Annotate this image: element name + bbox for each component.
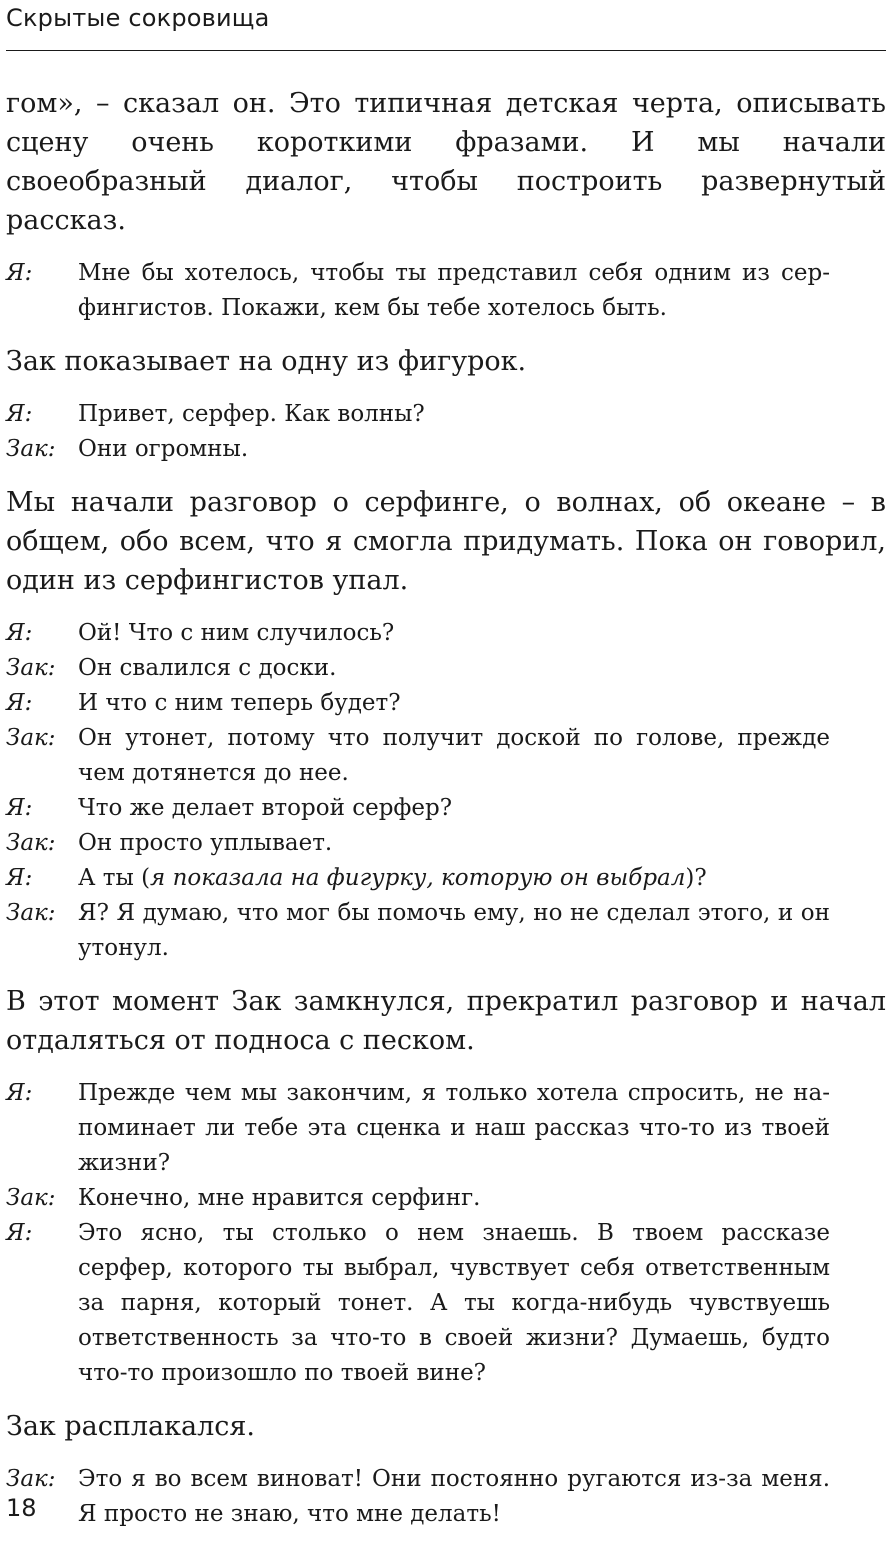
dialogue-line (6, 432, 886, 467)
dialogue-line (6, 616, 886, 651)
dialogue-text: Что же делает второй серфер? (78, 795, 453, 821)
dialogue-block (6, 1462, 886, 1532)
dialogue-line (6, 861, 886, 896)
dialogue-speaker: Зак: (6, 830, 56, 856)
dialogue-speaker: Я: (6, 620, 33, 646)
dialogue-text: Прежде чем мы закончим, я только хотела спросить, не напоминает ли тебе эта сценка и наш рассказ что-то из твоей жизни? (78, 1080, 830, 1176)
dialogue-text: Он утонет, потому что получит доской по голове, прежде чем дотянется до нее. (78, 725, 830, 786)
dialogue-line (6, 651, 886, 686)
dialogue-block (6, 397, 886, 467)
dialogue-line (6, 896, 886, 966)
paragraph: Мы начали разговор о серфинге, о волнах, об океане – в общем, обо всем, что я смогла придумать. Пока он говорил, один из серфингистов упал. (6, 487, 886, 596)
dialogue-speaker: Я: (6, 401, 33, 427)
dialogue-speaker: Зак: (6, 655, 56, 681)
dialogue-line (6, 791, 886, 826)
dialogue-speaker: Зак: (6, 725, 56, 751)
dialogue-text: Ой! Что с ним случилось? (78, 620, 395, 646)
dialogue-text-before: А ты ( (78, 865, 151, 891)
dialogue-speaker: Я: (6, 865, 33, 891)
dialogue-line (6, 826, 886, 861)
page-body (6, 84, 886, 1548)
dialogue-speaker: Зак: (6, 1185, 56, 1211)
dialogue-line (6, 1216, 886, 1391)
dialogue-text: Они огромны. (78, 436, 249, 462)
dialogue-text: Конечно, мне нравится серфинг. (78, 1185, 481, 1211)
dialogue-text: Мне бы хотелось, чтобы ты представил себя одним из серфингистов. Покажи, кем бы тебе хотелось быть. (78, 260, 830, 321)
paragraph: Зак показывает на одну из фигурок. (6, 346, 527, 377)
paragraph: В этот момент Зак замкнулся, прекратил разговор и начал отдаляться от подноса с песком. (6, 986, 886, 1056)
dialogue-speaker: Зак: (6, 1466, 56, 1492)
dialogue-text: Он свалился с доски. (78, 655, 337, 681)
dialogue-speaker: Зак: (6, 436, 56, 462)
dialogue-line (6, 1076, 886, 1181)
dialogue-speaker: Зак: (6, 900, 56, 926)
dialogue-text: Это я во всем виноват! Они постоянно ругаются из-за меня. Я просто не знаю, что мне делать! (78, 1466, 830, 1527)
running-head-title: Скрытые сокровища (6, 4, 270, 32)
dialogue-block (6, 256, 886, 326)
dialogue-speaker: Я: (6, 690, 33, 716)
dialogue-speaker: Я: (6, 795, 33, 821)
paragraph: Зак расплакался. (6, 1411, 255, 1442)
dialogue-line (6, 256, 886, 326)
dialogue-line (6, 1462, 886, 1532)
dialogue-block (6, 616, 886, 966)
dialogue-block (6, 1076, 886, 1391)
dialogue-text: Привет, серфер. Как волны? (78, 401, 425, 427)
page-number: 18 (6, 1494, 37, 1522)
header-rule (6, 50, 886, 51)
dialogue-text (78, 861, 886, 896)
dialogue-text-after: )? (685, 865, 707, 891)
dialogue-text: И что с ним теперь будет? (78, 690, 401, 716)
dialogue-line (6, 721, 886, 791)
dialogue-line (6, 686, 886, 721)
dialogue-text: Он просто уплывает. (78, 830, 333, 856)
dialogue-speaker: Я: (6, 1220, 33, 1246)
stage-direction: я показала на фигурку, которую он выбрал (150, 865, 686, 891)
dialogue-text: Это ясно, ты столько о нем знаешь. В твоем рассказе серфер, которого ты выбрал, чувствует себя ответственным за парня, который тонет. А ты когда-нибудь чувствуешь ответственность за что-то в своей жизни? Думаешь, будто что-то произошло по твоей вине? (78, 1220, 830, 1386)
dialogue-line (6, 1181, 886, 1216)
dialogue-line (6, 397, 886, 432)
dialogue-speaker: Я: (6, 1080, 33, 1106)
dialogue-text: Я? Я думаю, что мог бы помочь ему, но не сделал этого, и он утонул. (78, 900, 830, 961)
paragraph: гом», – сказал он. Это типичная детская черта, описывать сцену очень короткими фразами. И мы начали своеобразный диалог, чтобы построить развернутый рассказ. (6, 88, 886, 236)
dialogue-speaker: Я: (6, 260, 33, 286)
